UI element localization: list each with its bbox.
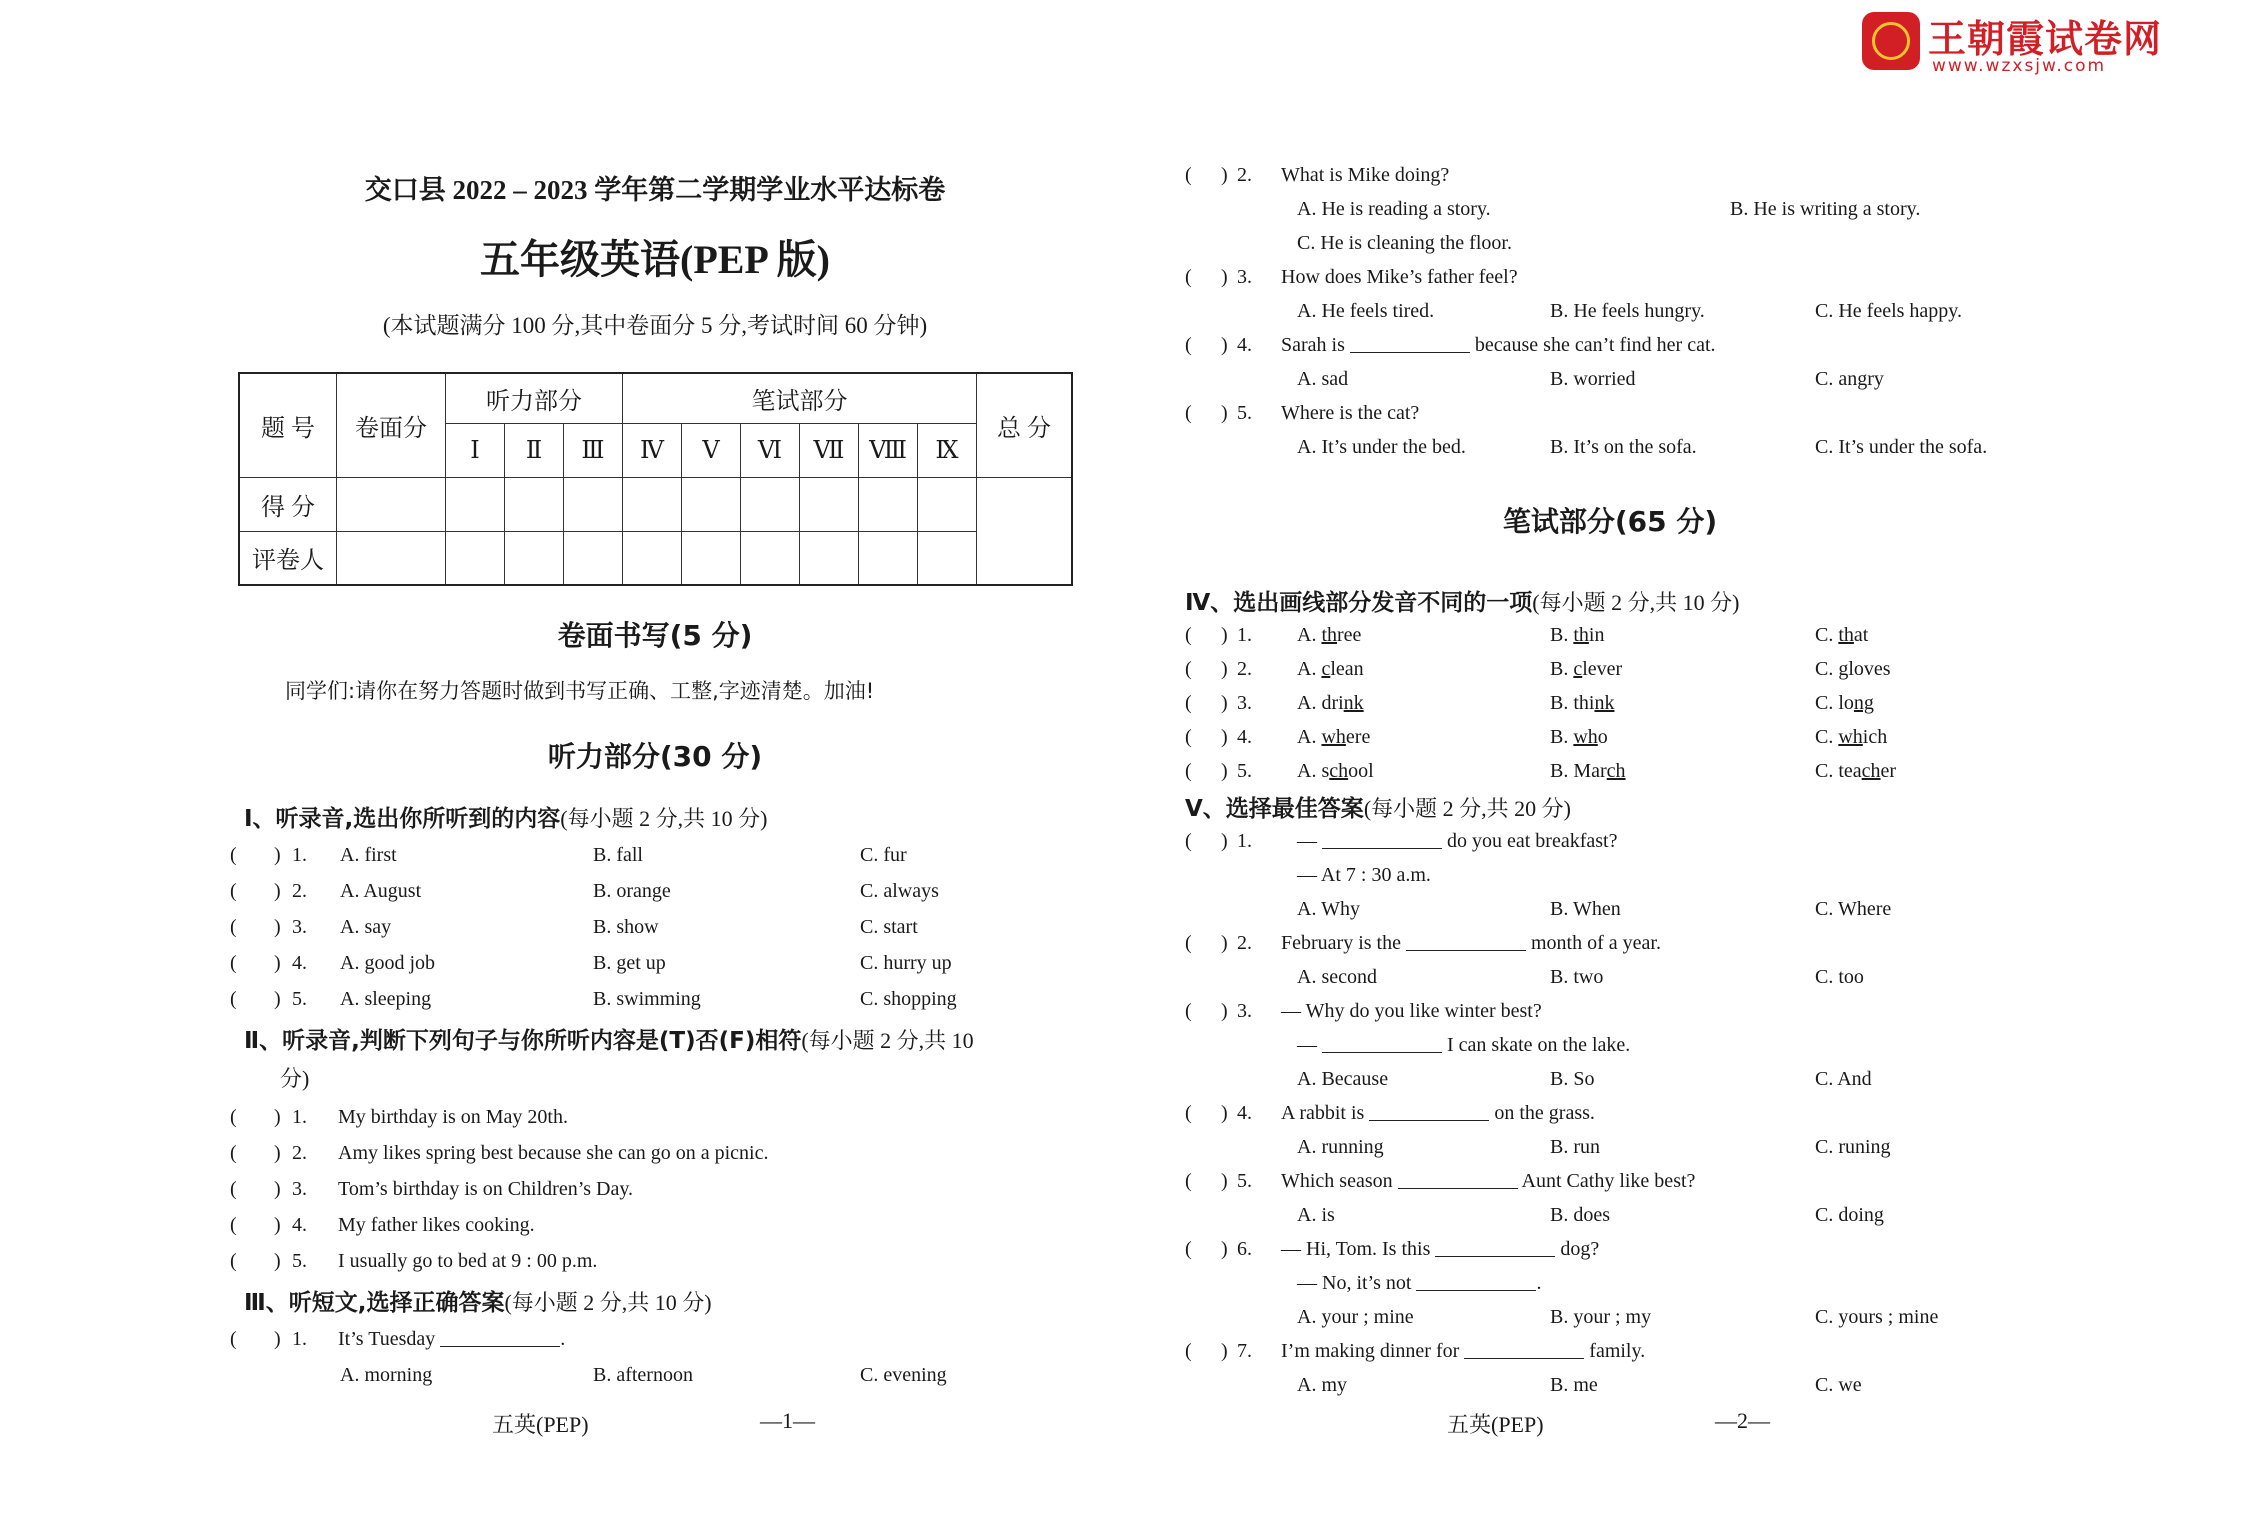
listening-title: 听力部分(30 分) <box>547 740 763 773</box>
section-1-item-4: ( ) 4. A. good job B. get up C. hurry up <box>230 946 1080 980</box>
answer-bracket[interactable]: ( ) <box>230 1322 274 1356</box>
answer-bracket[interactable]: ( ) <box>230 1172 274 1206</box>
grader-cell[interactable] <box>623 531 682 585</box>
section-5-item-2: ( ) 2. February is the month of a year. <box>1185 926 2035 960</box>
score-cell[interactable] <box>800 477 859 531</box>
section-3-item-4-options: A. sad B. worried C. angry <box>1297 368 1884 390</box>
page-2-number: —2— <box>1715 1408 1770 1433</box>
section-3-item-2-options: A. He is reading a story. B. He is writing a story. <box>1297 198 1921 220</box>
grader-cell[interactable] <box>337 531 446 585</box>
answer-blank[interactable] <box>440 1328 560 1347</box>
grader-cell[interactable] <box>505 531 564 585</box>
score-table-col-5: Ⅴ <box>682 423 741 477</box>
logo-title: 王朝霞试卷网 <box>1928 17 2163 61</box>
answer-bracket[interactable]: ( ) <box>230 946 274 980</box>
answer-bracket[interactable]: ( ) <box>1185 754 1229 788</box>
answer-blank[interactable] <box>1369 1102 1489 1121</box>
answer-bracket[interactable]: ( ) <box>1185 1096 1229 1130</box>
grader-cell[interactable] <box>564 531 623 585</box>
section-5-item-3: ( ) 3. — Why do you like winter best? <box>1185 994 2035 1028</box>
grader-cell[interactable] <box>800 531 859 585</box>
section-3-item-5: ( ) 5. Where is the cat? <box>1185 396 2035 430</box>
score-cell[interactable] <box>741 477 800 531</box>
section-4-item-3: ( ) 3. A. drink B. think C. long <box>1185 686 2035 720</box>
section-5-item-1: ( ) 1. — do you eat breakfast? <box>1185 824 2035 858</box>
score-table-row-grader: 评卷人 <box>239 531 337 585</box>
section-4-item-4: ( ) 4. A. where B. who C. which <box>1185 720 2035 754</box>
option-a: A. clean <box>1297 658 1364 680</box>
answer-bracket[interactable]: ( ) <box>230 1136 274 1170</box>
answer-bracket[interactable]: ( ) <box>1185 396 1229 430</box>
section-1-item-5: ( ) 5. A. sleeping B. swimming C. shopping <box>230 982 1080 1016</box>
answer-bracket[interactable]: ( ) <box>230 874 274 908</box>
section-5-item-3-line2: — I can skate on the lake. <box>1297 1034 1631 1056</box>
option-b: B. clever <box>1550 658 1623 680</box>
section-5-item-2-options: A. second B. two C. too <box>1297 966 1864 988</box>
option-c: C. gloves <box>1815 658 1891 680</box>
answer-bracket[interactable]: ( ) <box>1185 260 1229 294</box>
score-table-col-6: Ⅵ <box>741 423 800 477</box>
page-2 <box>1185 0 2035 1535</box>
answer-blank[interactable] <box>1416 1272 1536 1291</box>
option-c: C. which <box>1815 726 1888 748</box>
page-2-footer-label: 五英(PEP) <box>1447 1412 1544 1437</box>
answer-bracket[interactable]: ( ) <box>1185 652 1229 686</box>
page-1-number: —1— <box>760 1408 815 1433</box>
grader-cell[interactable] <box>446 531 505 585</box>
page-1-footer-label: 五英(PEP) <box>492 1412 589 1437</box>
section-3-item-5-options: A. It’s under the bed. B. It’s on the sofa. C. It’s under the sofa. <box>1297 436 1988 458</box>
option-c: C. teacher <box>1815 760 1897 782</box>
option-b: B. March <box>1550 760 1626 782</box>
section-1-item-2: ( ) 2. A. August B. orange C. always <box>230 874 1080 908</box>
section-3-item-4: ( ) 4. Sarah is because she can’t find her cat. <box>1185 328 2035 362</box>
score-cell[interactable] <box>564 477 623 531</box>
answer-blank[interactable] <box>1464 1340 1584 1359</box>
grader-cell[interactable] <box>682 531 741 585</box>
answer-blank[interactable] <box>1350 334 1470 353</box>
answer-bracket[interactable]: ( ) <box>1185 720 1229 754</box>
section-4-item-1: ( ) 1. A. three B. thin C. that <box>1185 618 2035 652</box>
writing-note: 同学们:请你在努力答题时做到书写正确、工整,字迹清楚。加油! <box>285 679 875 703</box>
answer-bracket[interactable]: ( ) <box>1185 1232 1229 1266</box>
answer-bracket[interactable]: ( ) <box>1185 1164 1229 1198</box>
option-a: A. three <box>1297 624 1362 646</box>
exam-note: (本试题满分 100 分,其中卷面分 5 分,考试时间 60 分钟) <box>382 313 928 338</box>
score-cell[interactable] <box>918 477 977 531</box>
section-2-heading: Ⅱ、听录音,判断下列句子与你所听内容是(T)否(F)相符(每小题 2 分,共 10 <box>244 1028 974 1054</box>
score-table-col-2: Ⅱ <box>505 423 564 477</box>
answer-blank[interactable] <box>1322 1034 1442 1053</box>
answer-bracket[interactable]: ( ) <box>1185 618 1229 652</box>
section-2-item-5: ( ) 5. I usually go to bed at 9 : 00 p.m. <box>230 1244 1080 1278</box>
answer-bracket[interactable]: ( ) <box>1185 158 1229 192</box>
answer-bracket[interactable]: ( ) <box>230 1244 274 1278</box>
section-4-item-2: ( ) 2. A. clean B. clever C. gloves <box>1185 652 2035 686</box>
section-2-item-2: ( ) 2. Amy likes spring best because she can go on a picnic. <box>230 1136 1080 1170</box>
section-5-item-3-options: A. Because B. So C. And <box>1297 1068 1872 1090</box>
section-5-item-6-line2: — No, it’s not . <box>1297 1272 1542 1294</box>
exam-title: 交口县 2022 – 2023 学年第二学期学业水平达标卷 <box>364 175 946 205</box>
option-b: B. thin <box>1550 624 1605 646</box>
answer-bracket[interactable]: ( ) <box>1185 994 1229 1028</box>
option-b: B. who <box>1550 726 1608 748</box>
score-table-col-9: Ⅸ <box>918 423 977 477</box>
score-cell[interactable] <box>505 477 564 531</box>
answer-bracket[interactable]: ( ) <box>230 982 274 1016</box>
section-3-heading: Ⅲ、听短文,选择正确答案(每小题 2 分,共 10 分) <box>244 1290 712 1316</box>
section-3-item-2-option-c: C. He is cleaning the floor. <box>1297 232 1512 254</box>
section-5-item-4-options: A. running B. run C. runing <box>1297 1136 1891 1158</box>
answer-bracket[interactable]: ( ) <box>230 838 274 872</box>
section-2-heading-cont: 分) <box>280 1066 310 1091</box>
grader-cell[interactable] <box>741 531 800 585</box>
section-5-item-5-options: A. is B. does C. doing <box>1297 1204 1884 1226</box>
option-a: A. where <box>1297 726 1371 748</box>
section-2-item-3: ( ) 3. Tom’s birthday is on Children’s Day. <box>230 1172 1080 1206</box>
written-section-title: 笔试部分(65 分) <box>1502 505 1718 538</box>
score-table-header-listening: 听力部分 <box>446 373 623 423</box>
writing-title: 卷面书写(5 分) <box>557 619 753 652</box>
score-cell[interactable] <box>446 477 505 531</box>
section-3-item-1-options: A. morning B. afternoon C. evening <box>340 1364 947 1386</box>
subject-title: 五年级英语(PEP 版) <box>480 237 830 282</box>
option-a: A. drink <box>1297 692 1364 714</box>
logo-url: www.wzxsjw.com <box>1932 56 2107 76</box>
section-5-item-7: ( ) 7. I’m making dinner for family. <box>1185 1334 2035 1368</box>
section-2-item-1: ( ) 1. My birthday is on May 20th. <box>230 1100 1080 1134</box>
section-5-item-6: ( ) 6. — Hi, Tom. Is this dog? <box>1185 1232 2035 1266</box>
section-1-item-1: ( ) 1. A. first B. fall C. fur <box>230 838 1080 872</box>
section-4-heading: Ⅳ、选出画线部分发音不同的一项(每小题 2 分,共 10 分) <box>1185 590 1740 616</box>
answer-bracket[interactable]: ( ) <box>1185 1334 1229 1368</box>
section-5-item-1-line2: — At 7 : 30 a.m. <box>1297 864 1431 886</box>
answer-bracket[interactable]: ( ) <box>230 1208 274 1242</box>
section-3-item-2: ( ) 2. What is Mike doing? <box>1185 158 2035 192</box>
score-cell[interactable] <box>682 477 741 531</box>
score-table-col-3: Ⅲ <box>564 423 623 477</box>
section-5-item-4: ( ) 4. A rabbit is on the grass. <box>1185 1096 2035 1130</box>
section-1-heading: Ⅰ、听录音,选出你所听到的内容(每小题 2 分,共 10 分) <box>244 806 768 832</box>
grader-cell[interactable] <box>918 531 977 585</box>
section-3-item-3-options: A. He feels tired. B. He feels hungry. C. He feels happy. <box>1297 300 1962 322</box>
option-a: A. school <box>1297 760 1374 782</box>
answer-bracket[interactable]: ( ) <box>1185 926 1229 960</box>
option-c: C. that <box>1815 624 1869 646</box>
option-c: C. long <box>1815 692 1874 714</box>
score-table-header-total: 总 分 <box>977 373 1073 477</box>
section-5-item-7-options: A. my B. me C. we <box>1297 1374 1862 1396</box>
answer-blank[interactable] <box>1435 1238 1555 1257</box>
answer-blank[interactable] <box>1398 1170 1518 1189</box>
score-table-col-4: Ⅳ <box>623 423 682 477</box>
section-3-item-1: ( ) 1. It’s Tuesday . <box>230 1322 1080 1356</box>
section-5-item-1-options: A. Why B. When C. Where <box>1297 898 1892 920</box>
section-1-item-3: ( ) 3. A. say B. show C. start <box>230 910 1080 944</box>
score-table-col-7: Ⅶ <box>800 423 859 477</box>
score-table-col-1: Ⅰ <box>446 423 505 477</box>
score-table-header-writing: 笔试部分 <box>623 373 977 423</box>
answer-blank[interactable] <box>1406 932 1526 951</box>
grader-cell[interactable] <box>859 531 918 585</box>
answer-bracket[interactable]: ( ) <box>1185 686 1229 720</box>
page-1 <box>230 0 1080 1535</box>
answer-blank[interactable] <box>1322 830 1442 849</box>
score-cell[interactable] <box>623 477 682 531</box>
answer-bracket[interactable]: ( ) <box>230 1100 274 1134</box>
score-cell[interactable] <box>859 477 918 531</box>
section-3-item-3: ( ) 3. How does Mike’s father feel? <box>1185 260 2035 294</box>
answer-bracket[interactable]: ( ) <box>1185 328 1229 362</box>
answer-bracket[interactable]: ( ) <box>1185 824 1229 858</box>
score-table-header-number: 题 号 <box>239 373 337 477</box>
score-cell[interactable] <box>337 477 446 531</box>
answer-bracket[interactable]: ( ) <box>230 910 274 944</box>
total-score-cell[interactable] <box>977 477 1073 585</box>
section-2-item-4: ( ) 4. My father likes cooking. <box>230 1208 1080 1242</box>
score-table-header-presentation: 卷面分 <box>337 373 446 477</box>
section-5-heading: Ⅴ、选择最佳答案(每小题 2 分,共 20 分) <box>1185 796 1571 822</box>
option-b: B. think <box>1550 692 1615 714</box>
score-table <box>238 372 1073 586</box>
section-4-item-5: ( ) 5. A. school B. March C. teacher <box>1185 754 2035 788</box>
section-5-item-5: ( ) 5. Which season Aunt Cathy like best? <box>1185 1164 2035 1198</box>
score-table-row-score: 得 分 <box>239 477 337 531</box>
section-5-item-6-options: A. your ; mine B. your ; my C. yours ; mine <box>1297 1306 1939 1328</box>
score-table-col-8: Ⅷ <box>859 423 918 477</box>
